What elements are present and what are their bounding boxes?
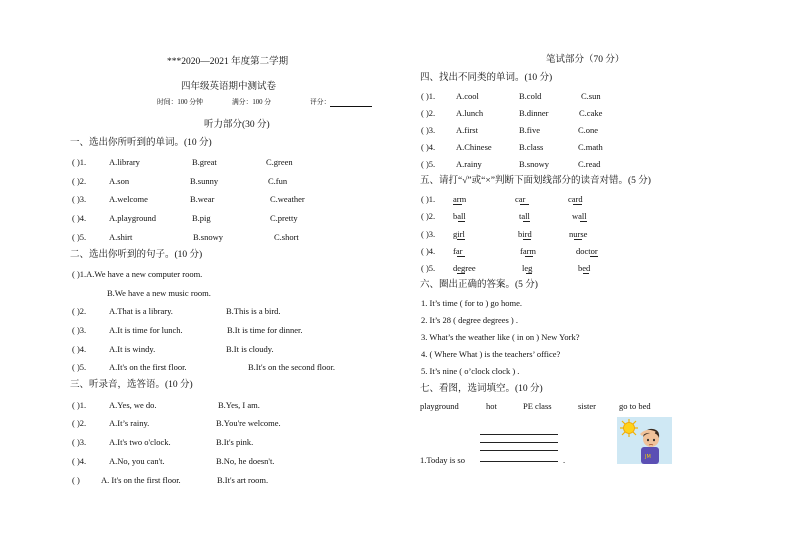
word-3: wall [572, 211, 587, 221]
answer-blank[interactable]: ( )5. [421, 263, 436, 273]
question-1-end: . [563, 455, 566, 465]
word-2: car [515, 194, 526, 204]
answer-blank[interactable]: ( )2. [72, 418, 87, 428]
option-b: B.great [192, 157, 217, 167]
answer-blank[interactable]: ( )1. [72, 400, 87, 410]
option-c: C.green [266, 157, 293, 167]
word-bank-item: sister [578, 401, 596, 411]
section-7-title: 七、看图，选词填空。(10 分) [420, 384, 543, 394]
option-b: B.It's art room. [217, 475, 269, 485]
option-b: B.It is time for dinner. [227, 325, 303, 335]
option-a: A. It's on the first floor. [101, 475, 181, 485]
option-b: B.It's on the second floor. [248, 362, 335, 372]
option-b: B.cold [519, 91, 542, 101]
answer-blank[interactable]: ( )5. [421, 159, 436, 169]
answer-blank[interactable]: ( )4. [72, 213, 87, 223]
list-item: 5. It’s nine ( o’clock clock ) . [421, 366, 520, 376]
word-2: bird [518, 229, 532, 239]
option-a: A.library [109, 157, 140, 167]
answer-blank[interactable]: ( )4. [421, 246, 436, 256]
word-bank-item: hot [486, 401, 497, 411]
listening-heading: 听力部分(30 分) [204, 120, 270, 130]
option-b: B.class [519, 142, 544, 152]
word-3: nurse [569, 229, 588, 239]
option-b: B.wear [190, 194, 215, 204]
answer-blank[interactable]: ( )3. [421, 125, 436, 135]
written-heading: 笔试部分（70 分） [546, 55, 625, 65]
option-a: A.Chinese [456, 142, 492, 152]
option-a: A.rainy [456, 159, 482, 169]
word-2: tall [519, 211, 530, 221]
exam-time: 时间：100 分钟 [157, 99, 203, 106]
option-a: A.It’s rainy. [109, 418, 150, 428]
word-3: card [568, 194, 583, 204]
svg-text:JM: JM [645, 454, 651, 460]
answer-blank[interactable]: ( )2. [72, 306, 87, 316]
hot-day-illustration [617, 417, 672, 464]
exam-subtitle: 四年级英语期中测试卷 [181, 82, 277, 92]
word-3: bed [578, 263, 591, 273]
word-1: arm [453, 194, 467, 204]
word-2: leg [522, 263, 533, 273]
option-c: C.sun [581, 91, 601, 101]
option-c: C.short [274, 232, 299, 242]
exam-title: ***2020—2021 年度第二学期 [167, 57, 289, 67]
option-a: A.first [456, 125, 478, 135]
section-1-title: 一、选出你所听到的单词。(10 分) [70, 138, 212, 148]
word-3: doctor [576, 246, 598, 256]
option-c: C.one [578, 125, 599, 135]
section-2-q1a: ( )1.A.We have a new computer room. [72, 269, 203, 279]
section-2-q1b: B.We have a new music room. [107, 288, 211, 298]
question-1: 1.Today is so [420, 455, 465, 465]
answer-blank[interactable]: ( )3. [72, 437, 87, 447]
option-a: A.It is windy. [109, 344, 156, 354]
option-a: A.lunch [456, 108, 484, 118]
word-1: ball [453, 211, 466, 221]
answer-blank[interactable]: ( )3. [72, 194, 87, 204]
option-b: B.It is cloudy. [226, 344, 274, 354]
option-a: A.It is time for lunch. [109, 325, 183, 335]
option-b: B.sunny [190, 176, 219, 186]
option-b: B.No, he doesn't. [216, 456, 275, 466]
answer-blank[interactable]: ( )4. [421, 142, 436, 152]
option-a: A.welcome [109, 194, 148, 204]
answer-blank[interactable]: ( )5. [72, 362, 87, 372]
answer-blank[interactable]: ( )1. [421, 91, 436, 101]
option-c: C.cake [579, 108, 603, 118]
word-1: far [453, 246, 463, 256]
exam-full-score: 满分：100 分 [232, 99, 272, 106]
option-a: A.shirt [109, 232, 133, 242]
option-a: A.cool [456, 91, 479, 101]
option-b: B.This is a bird. [226, 306, 281, 316]
option-c: C.read [578, 159, 601, 169]
section-3-title: 三、听录音，选答语。(10 分) [70, 380, 193, 390]
option-b: B.snowy [193, 232, 223, 242]
option-b: B.pig [192, 213, 211, 223]
option-c: C.math [578, 142, 603, 152]
section-2-title: 二、选出你听到的句子。(10 分) [70, 250, 203, 260]
option-c: C.pretty [270, 213, 298, 223]
word-1: degree [453, 263, 476, 273]
option-b: B.Yes, I am. [218, 400, 260, 410]
list-item: 4. ( Where What ) is the teachers’ office? [421, 349, 561, 359]
option-a: A.No, you can't. [109, 456, 165, 466]
option-b: B.five [519, 125, 541, 135]
answer-blank[interactable]: ( )4. [72, 344, 87, 354]
list-item: 2. It’s 28 ( degree degrees ) . [421, 315, 519, 325]
word-bank-item: playground [420, 401, 459, 411]
exam-grade: 评分： [310, 100, 372, 107]
answer-blank[interactable]: ( )2. [421, 211, 436, 221]
answer-blank[interactable]: ( )3. [421, 229, 436, 239]
answer-blank[interactable]: ( )5. [72, 232, 87, 242]
option-b: B.You're welcome. [216, 418, 281, 428]
option-a: A.son [109, 176, 130, 186]
option-a: A.playground [109, 213, 156, 223]
option-c: C.fun [268, 176, 288, 186]
answer-blank[interactable]: ( )3. [72, 325, 87, 335]
option-b: B.snowy [519, 159, 549, 169]
answer-blank[interactable]: ( )2. [421, 108, 436, 118]
sunny-boy-icon [617, 417, 672, 464]
answer-blank[interactable]: ( )1. [421, 194, 436, 204]
option-a: A.It's two o'clock. [109, 437, 171, 447]
word-2: farm [520, 246, 537, 256]
option-b: B.dinner [519, 108, 549, 118]
section-6-title: 六、圈出正确的答案。(5 分) [420, 280, 538, 290]
answer-blank[interactable]: ( ) [72, 475, 80, 485]
option-b: B.It's pink. [216, 437, 254, 447]
answer-blank[interactable]: ( )4. [72, 456, 87, 466]
option-c: C.weather [270, 194, 305, 204]
section-5-title: 五、请打“√”或“×”判断下面划线部分的读音对错。(5 分) [420, 176, 651, 186]
list-item: 1. It’s time ( for to ) go home. [421, 298, 523, 308]
answer-blank[interactable]: ( )2. [72, 176, 87, 186]
option-a: A.That is a library. [109, 306, 173, 316]
word-1: girl [453, 229, 465, 239]
answer-blank[interactable]: ( )1. [72, 157, 87, 167]
list-item: 3. What’s the weather like ( in on ) New York? [421, 332, 580, 342]
word-bank-item: go to bed [619, 401, 651, 411]
option-a: A.It's on the first floor. [109, 362, 187, 372]
word-bank-item: PE class [523, 401, 552, 411]
option-a: A.Yes, we do. [109, 400, 157, 410]
section-4-title: 四、找出不同类的单词。(10 分) [420, 73, 553, 83]
